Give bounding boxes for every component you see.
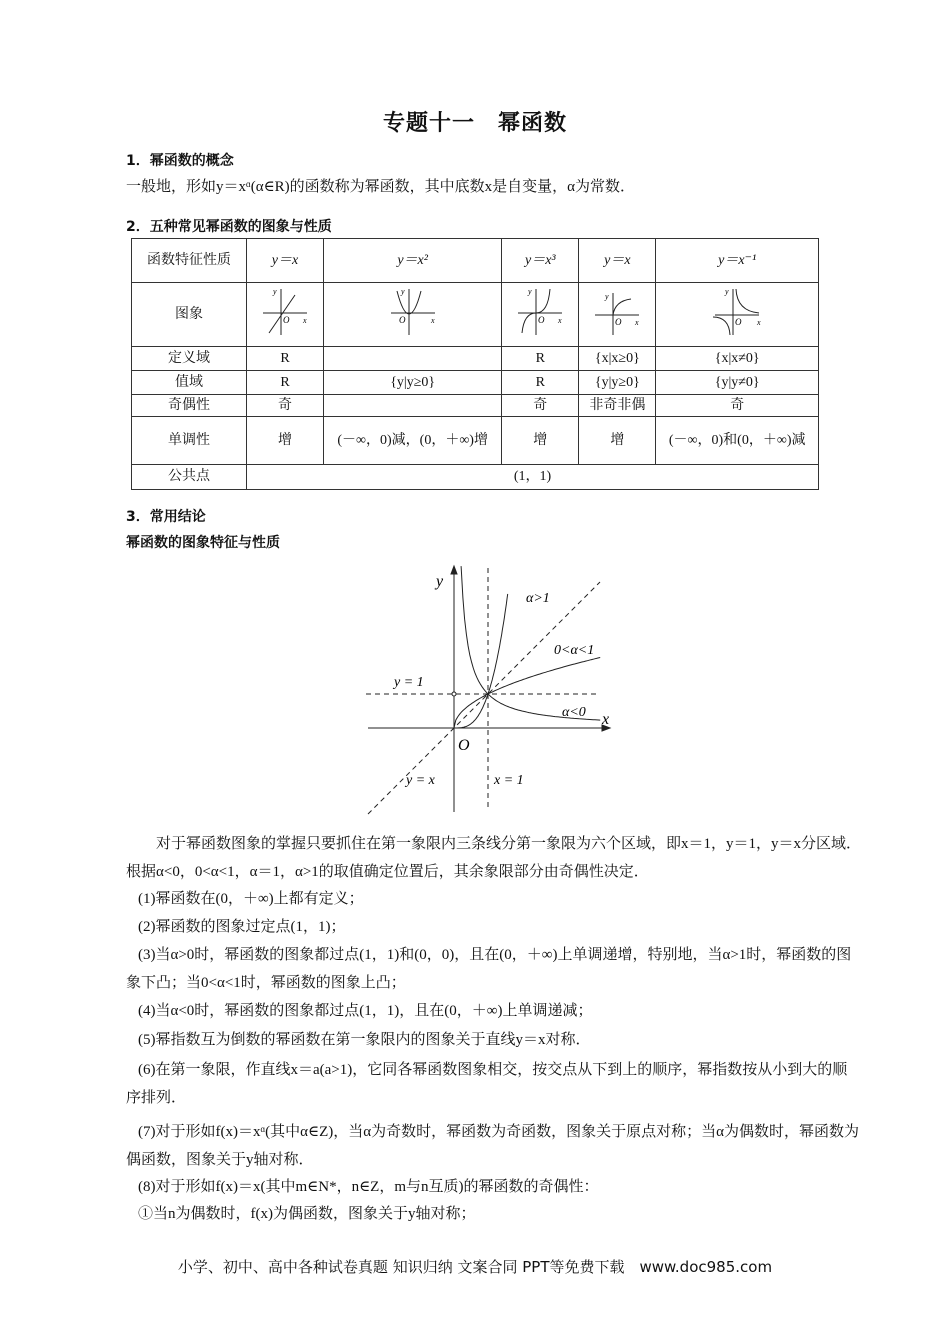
curve-alpha-gt-1 — [454, 594, 508, 728]
svg-text:y: y — [528, 287, 532, 296]
svg-text:y: y — [400, 287, 405, 296]
page-title: 专题十一 幂函数 — [382, 111, 567, 136]
svg-text:x: x — [635, 318, 639, 327]
cell: (－∞，0)和(0，＋∞)减 — [656, 417, 819, 465]
row-label: 单调性 — [132, 417, 247, 465]
point-0-1 — [452, 692, 456, 696]
cell — [324, 347, 502, 371]
paragraph: (7)对于形如f(x)＝xᵅ(其中α∈Z)，当α为奇数时，幂函数为奇函数，图象关于原点对称；当α为偶数时，幂函数为偶函数，图象关于y轴对称． — [126, 1124, 860, 1168]
footer-watermark: 小学、初中、高中各种试卷真题 知识归纳 文案合同 PPT等免费下载 www.doc985.com — [177, 1258, 773, 1276]
section-3-subheading: 幂函数的图象特征与性质 — [126, 535, 280, 551]
graph-linear — [247, 283, 324, 347]
paragraph: (3)当α>0时，幂函数的图象都过点(1，1)和(0，0)，且在(0，＋∞)上单调递增，特别地，当α>1时，幂函数的图象下凸；当0<α<1时，幂函数的图象上凸； — [126, 947, 852, 991]
table-row — [132, 347, 819, 371]
cell: R — [502, 347, 579, 371]
svg-text:O: O — [615, 317, 622, 327]
cell: 增 — [502, 417, 579, 465]
table-row — [132, 465, 819, 490]
cell: 增 — [247, 417, 324, 465]
x-axis-label: x — [602, 711, 610, 728]
row-label: 公共点 — [132, 465, 247, 490]
cell: 非奇非偶 — [579, 395, 656, 417]
table-row — [132, 395, 819, 417]
row-label: 定义域 — [132, 347, 247, 371]
svg-text:y: y — [273, 287, 277, 296]
svg-text:O: O — [398, 315, 406, 325]
label-x-1: x = 1 — [494, 773, 524, 788]
paragraph: (2)幂函数的图象过定点(1，1)； — [138, 919, 346, 935]
power-function-graph — [360, 560, 620, 820]
graph-cube — [502, 283, 579, 347]
graph-reciprocal — [656, 283, 819, 347]
svg-text:y: y — [605, 292, 609, 301]
svg-text:O: O — [538, 315, 545, 325]
graph-square — [324, 283, 502, 347]
row-label: 图象 — [132, 283, 247, 347]
section-3-heading: 3．常用结论 — [126, 509, 206, 525]
header-cell: y＝x³ — [502, 239, 579, 283]
row-label: 值域 — [132, 371, 247, 395]
paragraph: (8)对于形如f(x)＝x(其中m∈N*，n∈Z，m与n互质)的幂函数的奇偶性： — [138, 1179, 599, 1195]
dashed-yx — [368, 582, 600, 814]
table-row — [132, 417, 819, 465]
table-graph-row — [132, 283, 819, 347]
section-1-heading: 1．幂函数的概念 — [126, 153, 234, 169]
header-cell: y＝x — [247, 239, 324, 283]
svg-text:x: x — [430, 316, 435, 325]
y-axis-label: y — [436, 573, 444, 590]
cell: 奇 — [502, 395, 579, 417]
table-header-row — [132, 239, 819, 283]
row-label: 奇偶性 — [132, 395, 247, 417]
header-cell: y＝x — [579, 239, 656, 283]
paragraph: (5)幂指数互为倒数的幂函数在第一象限内的图象关于直线y＝x对称． — [138, 1032, 591, 1048]
paragraph: (4)当α<0时，幂函数的图象都过点(1，1)，且在(0，＋∞)上单调递减； — [138, 1003, 593, 1019]
cell: 奇 — [247, 395, 324, 417]
label-y-1: y = 1 — [394, 675, 424, 690]
header-cell: 函数特征性质 — [132, 239, 247, 283]
section-1-text: 一般地，形如y＝xᵅ(α∈R)的函数称为幂函数，其中底数x是自变量，α为常数． — [126, 179, 636, 195]
cell: R — [247, 347, 324, 371]
cell: 奇 — [656, 395, 819, 417]
paragraph: 对于幂函数图象的掌握只要抓住在第一象限内三条线分第一象限为六个区域，即x＝1，y＝1，y＝x分区域．根据α<0，0<α<1，α＝1，α>1的取值确定位置后，其余象限部分由奇偶性决定． — [126, 836, 862, 880]
label-alpha-gt-1: α>1 — [526, 591, 550, 606]
cell: {y|y≥0} — [324, 371, 502, 395]
header-cell: y＝x² — [324, 239, 502, 283]
svg-text:O: O — [283, 315, 290, 325]
label-alpha-0-1: 0<α<1 — [554, 643, 595, 658]
cell: {y|y≠0} — [656, 371, 819, 395]
cell: R — [502, 371, 579, 395]
cell: R — [247, 371, 324, 395]
origin-label: O — [458, 737, 470, 754]
paragraph: (1)幂函数在(0，＋∞)上都有定义； — [138, 891, 364, 907]
paragraph: ①当n为偶数时，f(x)为偶函数，图象关于y轴对称； — [138, 1206, 476, 1222]
cell: (1，1) — [247, 465, 819, 490]
label-alpha-lt-0: α<0 — [562, 705, 586, 720]
cell: (－∞，0)减，(0，＋∞)增 — [324, 417, 502, 465]
svg-text:x: x — [558, 316, 562, 325]
cell: {y|y≥0} — [579, 371, 656, 395]
power-function-table — [131, 238, 819, 490]
svg-text:x: x — [757, 318, 761, 327]
label-y-x: y = x — [406, 773, 435, 788]
cell: {x|x≠0} — [656, 347, 819, 371]
section-2-heading: 2．五种常见幂函数的图象与性质 — [126, 219, 332, 235]
cell: 增 — [579, 417, 656, 465]
cell — [324, 395, 502, 417]
paragraph: (6)在第一象限，作直线x＝a(a>1)，它同各幂函数图象相交，按交点从下到上的顺序，幂指数按从小到大的顺序排列． — [126, 1062, 848, 1106]
svg-text:x: x — [303, 316, 307, 325]
header-cell: y＝x⁻¹ — [656, 239, 819, 283]
svg-text:O: O — [735, 317, 742, 327]
svg-text:y: y — [725, 287, 729, 296]
table-row — [132, 371, 819, 395]
graph-sqrt — [579, 283, 656, 347]
cell: {x|x≥0} — [579, 347, 656, 371]
